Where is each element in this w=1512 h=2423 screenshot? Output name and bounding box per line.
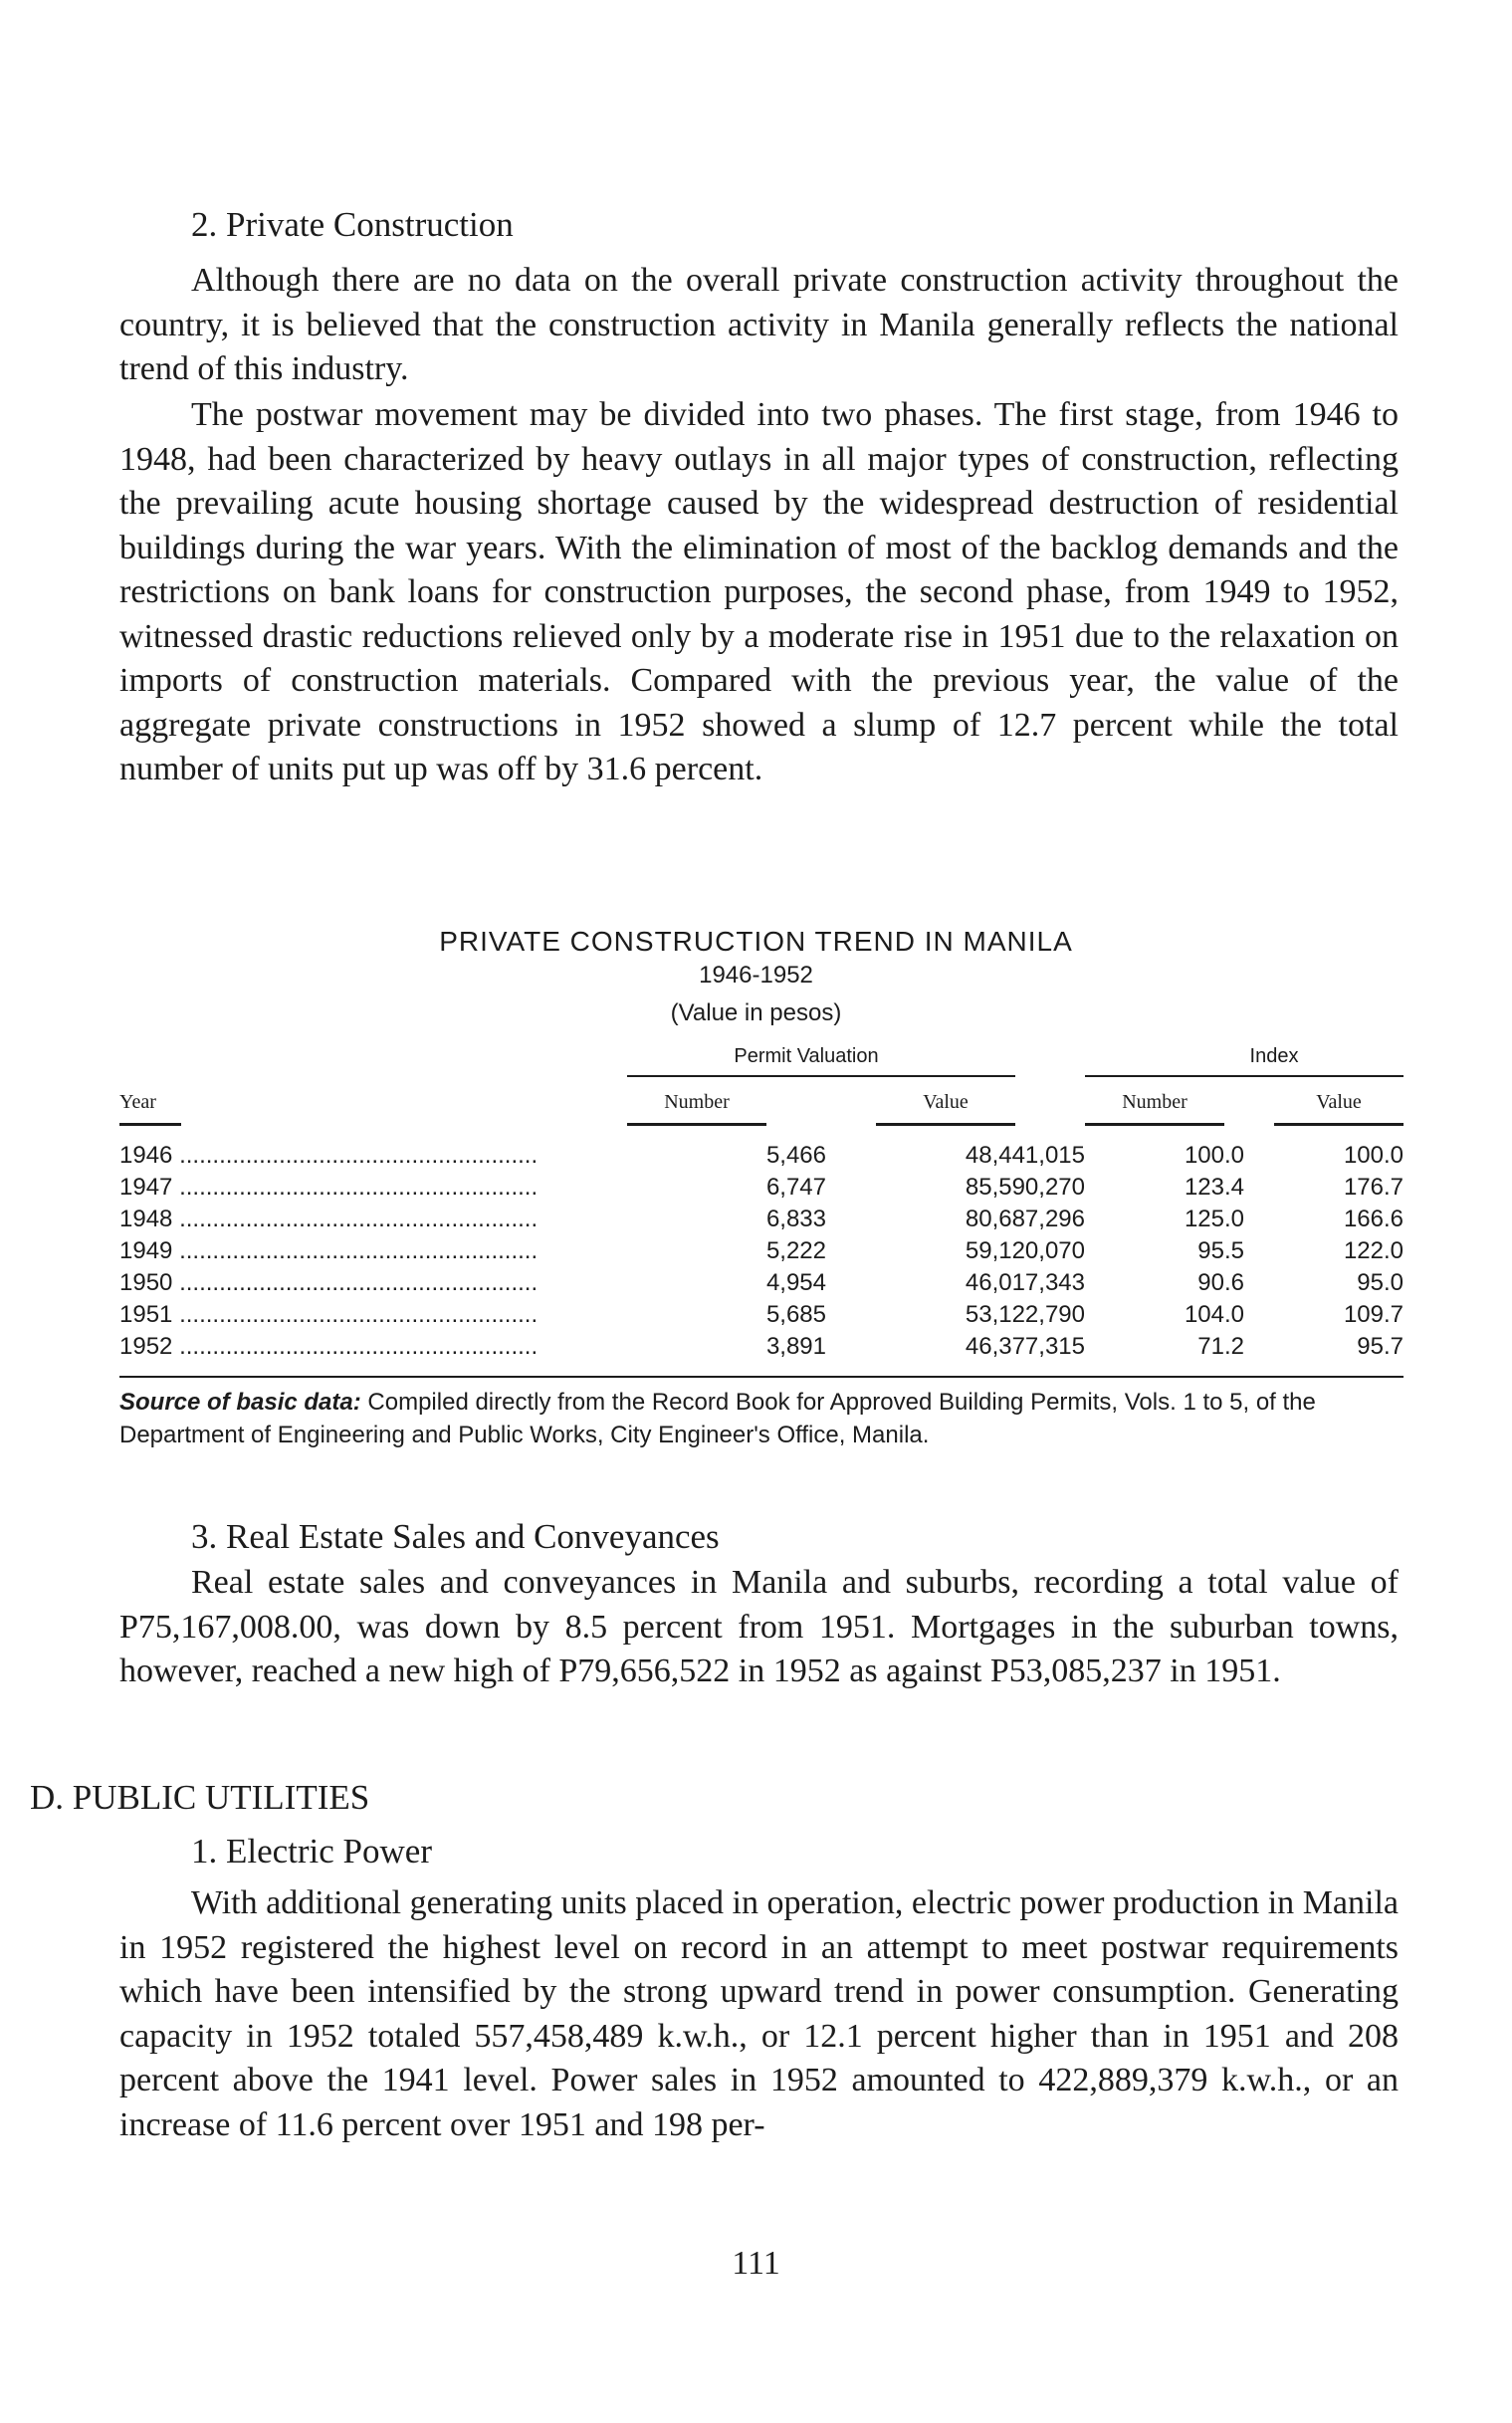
number-cell: 5,685	[765, 1301, 826, 1328]
source-text: Compiled directly from the Record Book for Approved Building Permits, Vols. 1 to 5, of the Department of Engineering and Public Works, City Engineer's Office, Manila.	[119, 1389, 1316, 1448]
table-row	[119, 1235, 1404, 1267]
index-number-cell: 71.2	[1197, 1333, 1244, 1360]
number-cell: 5,466	[765, 1142, 826, 1169]
number-cell: 4,954	[765, 1269, 826, 1296]
index-value-cell: 122.0	[1343, 1237, 1404, 1264]
paragraph-electric-power: With additional generating units placed in operation, electric power production in Manila in 1952 registered the highest level on record in an attempt to meet postwar requirements which have been intensified by the strong upward trend in power consumption. Generating capacity in 1952 totaled 557,458,489 k.w.h., or 12.1 percent higher than in 1951 and 208 percent above the 1941 level. Power sales in 1952 amounted to 422,889,379 k.w.h., or an increase of 11.6 percent over 1951 and 198 per-	[119, 1884, 1399, 2143]
index-number-cell: 104.0	[1184, 1301, 1244, 1328]
value-cell: 85,590,270	[965, 1174, 1085, 1201]
year-cell: 1949 ......................................................	[119, 1237, 539, 1264]
index-number-cell: 125.0	[1184, 1206, 1244, 1232]
table-source-note	[119, 1386, 1404, 1451]
source-label: Source of basic data:	[119, 1389, 361, 1416]
index-number-cell: 123.4	[1184, 1174, 1244, 1201]
paragraph-private-construction-intro: Although there are no data on the overall private construction activity throughout the country, it is believed that the construction activity in Manila generally reflects the national trend of this industry.	[119, 262, 1399, 387]
section-heading-private-construction: 2. Private Construction	[191, 205, 514, 244]
index-value-cell: 176.7	[1343, 1174, 1404, 1201]
column-rule-year	[119, 1123, 181, 1126]
table-row	[119, 1331, 1404, 1363]
section-heading-public-utilities: D. PUBLIC UTILITIES	[30, 1778, 370, 1817]
construction-trend-table	[119, 1140, 1404, 1363]
year-cell: 1947 ......................................................	[119, 1174, 539, 1201]
column-rule-number	[627, 1123, 766, 1126]
column-rule-value	[876, 1123, 1015, 1126]
table-row	[119, 1140, 1404, 1172]
table-row	[119, 1172, 1404, 1204]
value-cell: 46,017,343	[965, 1269, 1085, 1296]
number-cell: 6,833	[765, 1206, 826, 1232]
section-heading-real-estate: 3. Real Estate Sales and Conveyances	[191, 1517, 720, 1556]
group-header-permit-valuation: Permit Valuation	[734, 1045, 879, 1067]
value-cell: 59,120,070	[965, 1237, 1085, 1264]
index-number-cell: 100.0	[1184, 1142, 1244, 1169]
year-cell: 1946 ......................................................	[119, 1142, 539, 1169]
year-cell: 1952 ......................................................	[119, 1333, 539, 1360]
table-row	[119, 1267, 1404, 1299]
table-row	[119, 1299, 1404, 1331]
column-header-year: Year	[119, 1091, 156, 1113]
group-rule-index	[1085, 1075, 1404, 1077]
paragraph-private-construction-phases: The postwar movement may be divided into two phases. The first stage, from 1946 to 1948, had been characterized by heavy outlays in all major types of construction, reflecting the prevailing acute housing shortage caused by the widespread destruction of residential buildings during the war years. With the elimination of most of the backlog demands and the restrictions on bank loans for construction purposes, the second phase, from 1949 to 1952, witnessed drastic reductions relieved only by a moderate rise in 1951 due to the relaxation on imports of construction materials. Compared with the previous year, the value of the aggregate private constructions in 1952 showed a slump of 12.7 percent while the total number of units put up was off by 31.6 percent.	[119, 396, 1399, 787]
group-header-index: Index	[1249, 1045, 1299, 1067]
value-cell: 48,441,015	[965, 1142, 1085, 1169]
page-number: 111	[732, 2245, 780, 2282]
index-number-cell: 95.5	[1197, 1237, 1244, 1264]
table-title: PRIVATE CONSTRUCTION TREND IN MANILA	[439, 926, 1073, 957]
section-heading-electric-power: 1. Electric Power	[191, 1832, 432, 1871]
index-number-cell: 90.6	[1197, 1269, 1244, 1296]
year-cell: 1948 ......................................................	[119, 1206, 539, 1232]
index-value-cell: 95.7	[1357, 1333, 1404, 1360]
table-unit-note: (Value in pesos)	[670, 999, 842, 1026]
year-cell: 1950 ......................................................	[119, 1269, 539, 1296]
value-cell: 46,377,315	[965, 1333, 1085, 1360]
table-years-range: 1946-1952	[699, 962, 813, 989]
table-row	[119, 1204, 1404, 1235]
column-rule-index-number	[1085, 1123, 1224, 1126]
column-rule-index-value	[1274, 1123, 1404, 1126]
group-rule-permit	[627, 1075, 1015, 1077]
number-cell: 6,747	[765, 1174, 826, 1201]
index-value-cell: 100.0	[1343, 1142, 1404, 1169]
index-value-cell: 95.0	[1357, 1269, 1404, 1296]
number-cell: 5,222	[765, 1237, 826, 1264]
number-cell: 3,891	[765, 1333, 826, 1360]
column-header-value: Value	[923, 1091, 969, 1113]
value-cell: 53,122,790	[965, 1301, 1085, 1328]
index-value-cell: 166.6	[1343, 1206, 1404, 1232]
column-header-index-value: Value	[1316, 1091, 1362, 1113]
column-header-number: Number	[664, 1091, 730, 1113]
year-cell: 1951 ......................................................	[119, 1301, 539, 1328]
table-bottom-rule	[119, 1376, 1404, 1378]
index-value-cell: 109.7	[1343, 1301, 1404, 1328]
column-header-index-number: Number	[1122, 1091, 1188, 1113]
paragraph-real-estate: Real estate sales and conveyances in Manila and suburbs, recording a total value of P75,167,008.00, was down by 8.5 percent from 1951. Mortgages in the suburban towns, however, reached a new high of P79,656,522 in 1952 as against P53,085,237 in 1951.	[119, 1564, 1399, 1689]
value-cell: 80,687,296	[965, 1206, 1085, 1232]
